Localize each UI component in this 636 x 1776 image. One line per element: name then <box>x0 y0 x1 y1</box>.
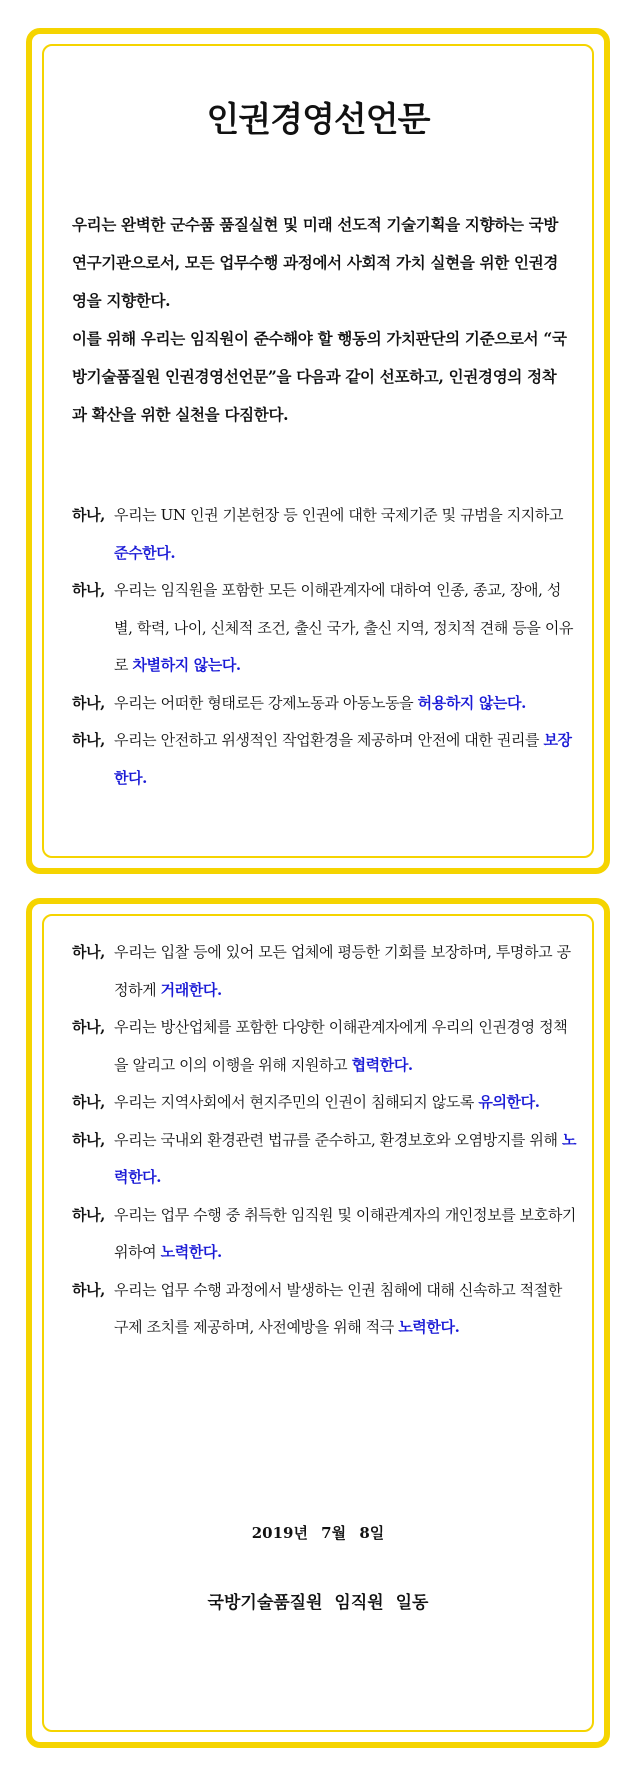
pledge-emphasis: 허용하지 않는다. <box>417 693 526 712</box>
pledge-text: 우리는 지역사회에서 현지주민의 인권이 침해되지 않도록 <box>114 1093 479 1111</box>
pledge-emphasis: 노력한다. <box>160 1243 222 1261</box>
intro-paragraph-1: 우리는 완벽한 군수품 품질실현 및 미래 선도적 기술기획을 지향하는 국방 연구기관으로서, 모든 업무수행 과정에서 사회적 가치 실현을 위한 인권경영을 지향한다. <box>72 215 559 310</box>
declaration-panel-top <box>26 28 610 874</box>
pledge-item <box>72 1197 578 1272</box>
pledge-lead: 하나, <box>72 581 106 599</box>
pledge-emphasis: 차별하지 않는다. <box>132 656 241 674</box>
pledge-lead: 하나, <box>72 731 106 749</box>
declaration-signature: 국방기술품질원 임직원 일동 <box>207 1593 429 1613</box>
pledge-item <box>72 1272 578 1347</box>
pledge-text: 우리는 UN 인권 기본헌장 등 인권에 대한 국제기준 및 규범을 지지하고 <box>114 506 564 524</box>
declaration-date: 2019년 7월 8일 <box>251 1524 385 1542</box>
pledge-item <box>72 1009 578 1084</box>
pledge-text: 우리는 임직원을 포함한 모든 이해관계자에 대하여 인종, 종교, 장애, 성별, 학력, 나이, 신체적 조건, 출신 국가, 출신 지역, 정치적 견해 등을 이유로 <box>114 581 574 674</box>
pledge-list-part2 <box>72 934 578 1347</box>
pledge-lead: 하나, <box>72 506 106 524</box>
pledge-item <box>72 1122 578 1197</box>
pledge-lead: 하나, <box>72 1280 106 1299</box>
pledge-lead: 하나, <box>72 1205 106 1224</box>
pledge-lead: 하나, <box>72 1093 106 1111</box>
pledge-text: 우리는 안전하고 위생적인 작업환경을 제공하며 안전에 대한 권리를 <box>114 731 544 749</box>
pledge-item <box>72 722 578 797</box>
intro-paragraph-2: 이를 위해 우리는 임직원이 준수해야 할 행동의 가치판단의 기준으로서 “국방기술품질원 인권경영선언문”을 다음과 같이 선포하고, 인권경영의 정착과 확산을 위한 실천을 다짐한다. <box>72 329 567 424</box>
pledge-item <box>72 1084 578 1122</box>
pledge-emphasis: 협력한다. <box>351 1055 413 1074</box>
pledge-item <box>72 497 578 572</box>
pledge-lead: 하나, <box>72 943 106 961</box>
pledge-text: 우리는 국내외 환경관련 법규를 준수하고, 환경보호와 오염방지를 위해 <box>114 1130 562 1149</box>
pledge-text: 우리는 방산업체를 포함한 다양한 이해관계자에게 우리의 인권경영 정책을 알리고 이의 이행을 위해 지원하고 <box>114 1018 568 1074</box>
pledge-text: 우리는 업무 수행 과정에서 발생하는 인권 침해에 대해 신속하고 적절한 구제 조치를 제공하며, 사전예방을 위해 적극 <box>114 1280 562 1336</box>
pledge-text: 우리는 업무 수행 중 취득한 임직원 및 이해관계자의 개인정보를 보호하기 위하여 <box>114 1205 577 1261</box>
pledge-emphasis: 노력한다. <box>398 1318 460 1336</box>
pledge-emphasis: 보장한다. <box>114 731 572 787</box>
pledge-emphasis: 거래한다. <box>160 980 222 999</box>
pledge-lead: 하나, <box>72 1018 106 1036</box>
pledge-item <box>72 934 578 1009</box>
pledge-text: 우리는 어떠한 형태로든 강제노동과 아동노동을 <box>114 693 418 712</box>
pledge-list-part1 <box>72 497 578 797</box>
pledge-emphasis: 준수한다. <box>114 543 176 562</box>
pledge-item <box>72 685 578 723</box>
declaration-panel-bottom <box>26 898 610 1748</box>
pledge-lead: 하나, <box>72 1130 106 1149</box>
pledge-lead: 하나, <box>72 693 106 712</box>
page-title: 인권경영선언문 <box>206 100 430 140</box>
pledge-item <box>72 572 578 685</box>
pledge-emphasis: 유의한다. <box>478 1093 540 1111</box>
pledge-emphasis: 노력한다. <box>114 1130 577 1186</box>
pledge-text: 우리는 입찰 등에 있어 모든 업체에 평등한 기회를 보장하며, 투명하고 공정하게 <box>114 943 571 999</box>
